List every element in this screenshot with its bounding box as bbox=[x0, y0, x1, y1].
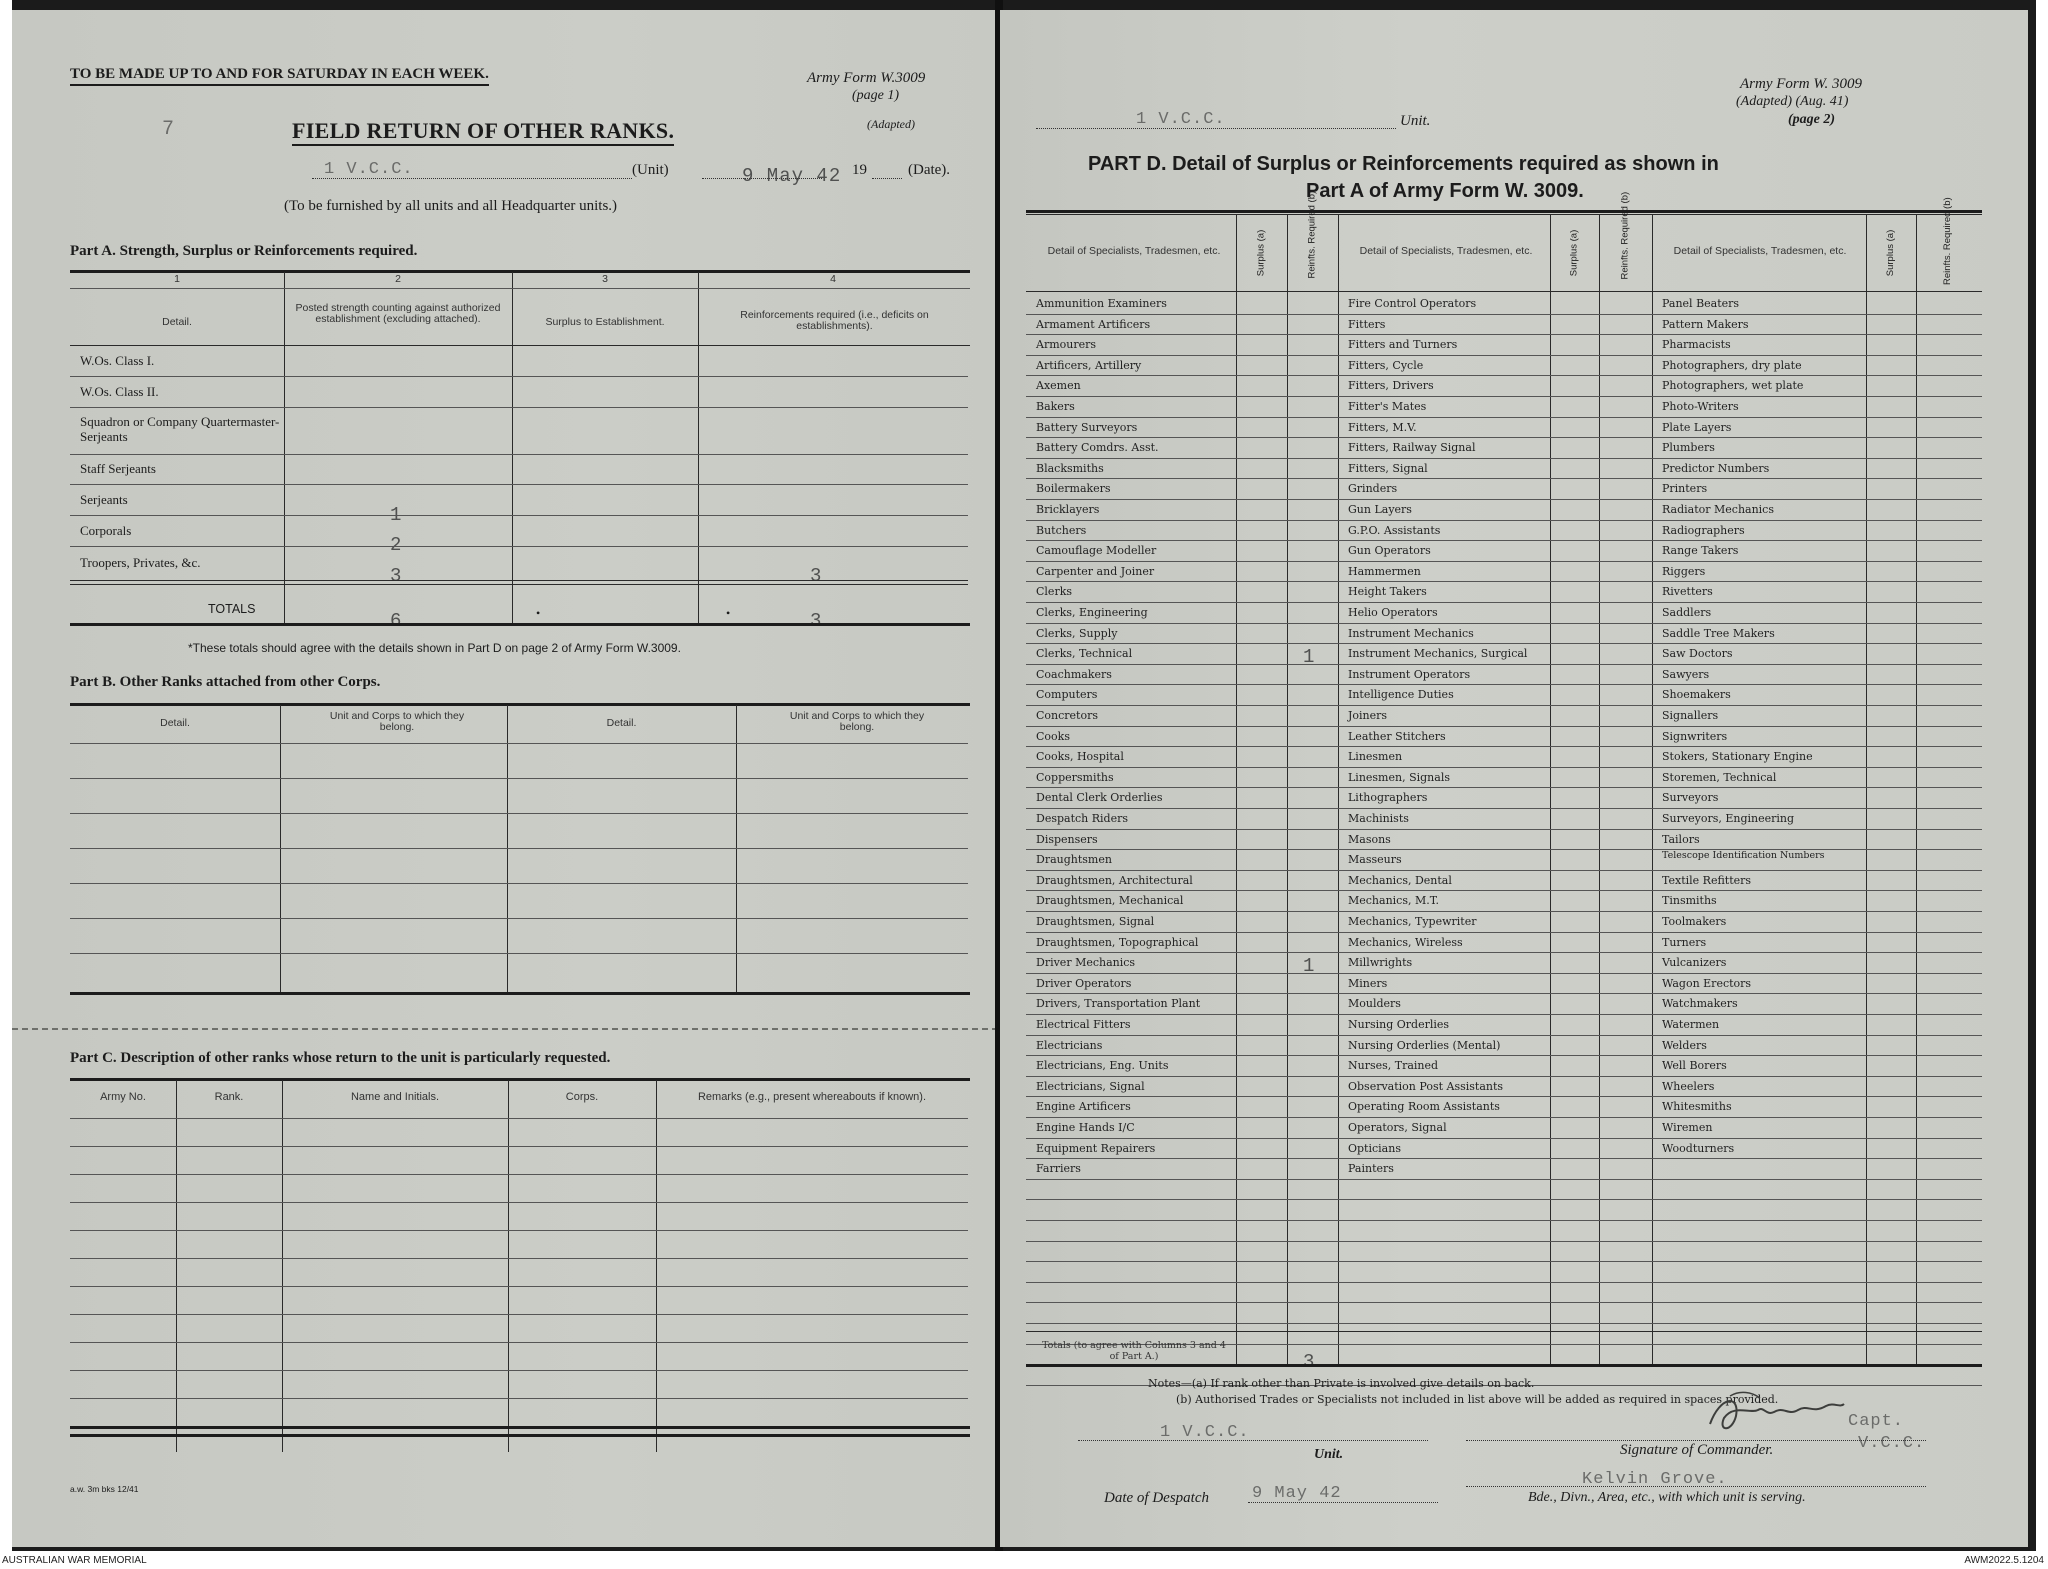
trade-item: Panel Beaters bbox=[1662, 297, 1740, 310]
date-label: (Date). bbox=[908, 162, 951, 178]
p2-col-reinf-2: Reinfts. Required (b) bbox=[1619, 191, 1631, 280]
date-value: 9 May 42 bbox=[742, 165, 842, 187]
trade-item: Mechanics, M.T. bbox=[1348, 894, 1439, 908]
trade-item: Watermen bbox=[1662, 1018, 1720, 1031]
trade-item: Operating Room Assistants bbox=[1348, 1100, 1500, 1114]
trade-item: Equipment Repairers bbox=[1036, 1141, 1156, 1155]
trade-item: Plate Layers bbox=[1662, 420, 1732, 434]
posted-corporals: 2 bbox=[390, 534, 403, 556]
part-b-col-detail-2: Detail. bbox=[606, 717, 637, 729]
part-c-col-army-no: Army No. bbox=[100, 1091, 146, 1103]
trade-item: Wheelers bbox=[1662, 1079, 1715, 1093]
posted-serjeants: 1 bbox=[390, 504, 403, 526]
trade-item: Butchers bbox=[1036, 523, 1087, 537]
trade-item: Clerks bbox=[1036, 585, 1073, 599]
trade-item: Printers bbox=[1662, 482, 1708, 496]
trade-item: Driver Mechanics bbox=[1036, 956, 1136, 970]
trade-item: Range Takers bbox=[1662, 544, 1739, 558]
serial-number: 7 bbox=[162, 118, 176, 141]
trade-item: Rivetters bbox=[1662, 585, 1713, 599]
trade-item: Dental Clerk Orderlies bbox=[1036, 791, 1163, 805]
trade-item: Photographers, dry plate bbox=[1662, 358, 1802, 372]
p2-adapted: (Adapted) (Aug. 41) bbox=[1736, 94, 1849, 109]
trade-item: Millwrights bbox=[1348, 956, 1413, 970]
trade-item: Observation Post Assistants bbox=[1348, 1079, 1504, 1093]
trade-item: Shoemakers bbox=[1662, 688, 1731, 702]
note-a: Notes—(a) If rank other than Private is involved give details on back. bbox=[1148, 1377, 1535, 1390]
trade-item: Leather Stitchers bbox=[1348, 729, 1446, 743]
trade-item: Armourers bbox=[1036, 338, 1097, 352]
trade-item: Draughtsmen, Architectural bbox=[1036, 873, 1193, 887]
row-serjeants: Serjeants bbox=[80, 492, 128, 507]
part-a-heading: Part A. Strength, Surplus or Reinforcements required. bbox=[70, 243, 418, 259]
col-num-2: 2 bbox=[395, 273, 401, 285]
col-header-detail: Detail. bbox=[162, 316, 192, 328]
trade-item: Storemen, Technical bbox=[1662, 770, 1777, 784]
p2-col-detail-2: Detail of Specialists, Tradesmen, etc. bbox=[1359, 245, 1533, 257]
despatch-label: Date of Despatch bbox=[1104, 1490, 1209, 1506]
trade-item: Axemen bbox=[1036, 379, 1081, 393]
trade-item: Linesmen, Signals bbox=[1348, 770, 1450, 784]
trade-item: Battery Comdrs. Asst. bbox=[1036, 441, 1159, 455]
trade-item: Bricklayers bbox=[1036, 503, 1100, 516]
unit-value: 1 V.C.C. bbox=[324, 160, 414, 179]
trade-item: Painters bbox=[1348, 1162, 1394, 1176]
p2-army-form: Army Form W. 3009 bbox=[1740, 76, 1862, 92]
trade-item: Woodturners bbox=[1662, 1141, 1735, 1155]
trade-item: Riggers bbox=[1662, 564, 1706, 578]
trade-item: Clerks, Supply bbox=[1036, 626, 1118, 640]
trade-item: Mechanics, Typewriter bbox=[1348, 915, 1477, 928]
trade-item: Sawyers bbox=[1662, 667, 1710, 681]
trade-item: Clerks, Technical bbox=[1036, 647, 1133, 661]
col-num-1: 1 bbox=[174, 273, 180, 285]
trade-item: Photo-Writers bbox=[1662, 400, 1739, 413]
form-page-2 bbox=[1000, 10, 2028, 1547]
p2-col-reinf-1: Reinfts. Required (b) bbox=[1306, 190, 1318, 279]
date-century: 19 bbox=[852, 162, 867, 178]
p2-page-number: (page 2) bbox=[1788, 112, 1836, 127]
trade-item: Nursing Orderlies (Mental) bbox=[1348, 1038, 1501, 1052]
trade-item: Armament Artificers bbox=[1036, 317, 1151, 331]
commander-signature bbox=[1700, 1386, 1850, 1446]
trade-item: Fitters and Turners bbox=[1348, 338, 1458, 352]
trade-item: Surveyors, Engineering bbox=[1662, 812, 1795, 825]
trade-item: G.P.O. Assistants bbox=[1348, 523, 1441, 537]
part-c-heading: Part C. Description of other ranks whose return to the unit is particularly requested. bbox=[70, 1050, 611, 1066]
trade-item: Gun Operators bbox=[1348, 544, 1431, 558]
unit-label: (Unit) bbox=[632, 162, 669, 178]
col-header-posted: Posted strength counting against authorized establishment (excluding attached). bbox=[295, 302, 501, 325]
trade-item: Cooks, Hospital bbox=[1036, 750, 1124, 764]
trade-item: Telescope Identification Numbers bbox=[1662, 850, 1825, 862]
trade-item: Masons bbox=[1348, 832, 1391, 846]
trade-item: Mechanics, Wireless bbox=[1348, 935, 1463, 949]
trade-item: Camouflage Modeller bbox=[1036, 544, 1157, 558]
trade-item: Linesmen bbox=[1348, 750, 1403, 764]
trade-item: Fitters, Drivers bbox=[1348, 379, 1434, 393]
archive-name: AUSTRALIAN WAR MEMORIAL bbox=[2, 1555, 147, 1566]
trade-item: Intelligence Duties bbox=[1348, 688, 1454, 702]
p2-totals-label: Totals (to agree with Columns 3 and 4 of Part A.) bbox=[1042, 1340, 1226, 1362]
trade-item: Fitters, Cycle bbox=[1348, 358, 1424, 372]
col-num-3: 3 bbox=[602, 273, 608, 285]
army-form-number: Army Form W.3009 bbox=[807, 70, 926, 86]
sign-unit-value: 1 V.C.C. bbox=[1160, 1423, 1250, 1442]
trade-item: Fitters, Railway Signal bbox=[1348, 441, 1476, 455]
row-troopers: Troopers, Privates, &c. bbox=[80, 555, 201, 570]
trade-item: Whitesmiths bbox=[1662, 1100, 1732, 1114]
adapted-label: (Adapted) bbox=[867, 117, 915, 131]
total-posted: 6 bbox=[390, 610, 403, 632]
part-d-title-2: Part A of Army Form W. 3009. bbox=[1306, 180, 1584, 202]
trade-item: Fire Control Operators bbox=[1348, 297, 1477, 310]
trade-item: Welders bbox=[1662, 1038, 1707, 1052]
trade-item: Saw Doctors bbox=[1662, 647, 1733, 661]
trade-item: Despatch Riders bbox=[1036, 812, 1128, 825]
p2-unit-value: 1 V.C.C. bbox=[1136, 110, 1226, 129]
col-header-reinforcements: Reinforcements required (i.e., deficits on establishments). bbox=[740, 309, 929, 332]
total-reinf-mark: • bbox=[726, 606, 731, 620]
trade-item: Electricians, Signal bbox=[1036, 1079, 1145, 1093]
part-b-col-unit-2: Unit and Corps to which they belong. bbox=[789, 710, 925, 733]
form-title: FIELD RETURN OF OTHER RANKS. bbox=[292, 118, 674, 146]
total-surplus-mark: • bbox=[536, 606, 541, 620]
trade-item: Operators, Signal bbox=[1348, 1121, 1447, 1134]
trade-item: Height Takers bbox=[1348, 585, 1427, 599]
trade-item: Signallers bbox=[1662, 709, 1719, 722]
signature-label: Signature of Commander. bbox=[1620, 1442, 1774, 1458]
col-num-4: 4 bbox=[830, 273, 836, 285]
trade-item: Ammunition Examiners bbox=[1036, 297, 1167, 310]
trade-item: Draughtsmen, Signal bbox=[1036, 915, 1155, 928]
p2-col-reinf-3: Reinfts. Required (b) bbox=[1942, 197, 1953, 285]
trade-item: Carpenter and Joiner bbox=[1036, 564, 1155, 578]
part-b-col-unit-1: Unit and Corps to which they belong. bbox=[329, 710, 465, 733]
trade-item: Signwriters bbox=[1662, 729, 1728, 743]
p2-totals-reinf: 3 bbox=[1303, 1351, 1316, 1373]
trade-item: Electricians, Eng. Units bbox=[1036, 1059, 1169, 1073]
totals-label: TOTALS bbox=[208, 602, 256, 616]
part-c-col-remarks: Remarks (e.g., present whereabouts if known). bbox=[697, 1091, 927, 1103]
trade-item: Engine Hands I/C bbox=[1036, 1121, 1135, 1134]
trade-item: Wagon Erectors bbox=[1662, 976, 1752, 990]
sign-unit-label: Unit. bbox=[1314, 1447, 1344, 1462]
trade-item: Plumbers bbox=[1662, 441, 1715, 455]
row-corporals: Corporals bbox=[80, 523, 132, 538]
reinf-troopers: 3 bbox=[810, 565, 823, 587]
signature-extra: V.C.C. bbox=[1858, 1434, 1926, 1453]
trade-item: Textile Refitters bbox=[1662, 873, 1752, 887]
weekly-instruction: TO BE MADE UP TO AND FOR SATURDAY IN EACH WEEK. bbox=[70, 66, 489, 86]
trade-item: Boilermakers bbox=[1036, 482, 1111, 496]
part-b-col-detail-1: Detail. bbox=[160, 717, 190, 729]
trade-item: Nurses, Trained bbox=[1348, 1059, 1439, 1073]
trade-item: Opticians bbox=[1348, 1141, 1401, 1155]
trade-item: Radiator Mechanics bbox=[1662, 503, 1774, 516]
part-c-col-rank: Rank. bbox=[214, 1091, 244, 1103]
part-c-col-name: Name and Initials. bbox=[350, 1091, 440, 1103]
entry-clerks-technical-reinf: 1 bbox=[1303, 646, 1316, 668]
trade-item: Radiographers bbox=[1662, 523, 1745, 537]
part-c-col-corps: Corps. bbox=[565, 1091, 599, 1103]
trade-item: Wiremen bbox=[1662, 1121, 1713, 1134]
trade-item: Photographers, wet plate bbox=[1662, 379, 1804, 393]
trade-item: Masseurs bbox=[1348, 853, 1402, 867]
p2-unit-label: Unit. bbox=[1400, 113, 1431, 129]
trade-item: Saddle Tree Makers bbox=[1662, 626, 1775, 640]
archive-footer bbox=[0, 1551, 2048, 1569]
p2-col-detail-3: Detail of Specialists, Tradesmen, etc. bbox=[1673, 245, 1847, 257]
trade-item: Helio Operators bbox=[1348, 606, 1438, 619]
trade-item: Lithographers bbox=[1348, 791, 1428, 805]
trade-item: Battery Surveyors bbox=[1036, 420, 1138, 434]
row-staff-serjeants: Staff Serjeants bbox=[80, 461, 156, 476]
trade-item: Fitters, Signal bbox=[1348, 461, 1428, 475]
trade-item: Coachmakers bbox=[1036, 667, 1112, 681]
trade-item: Bakers bbox=[1036, 400, 1075, 413]
trade-item: Drivers, Transportation Plant bbox=[1036, 997, 1201, 1011]
trade-item: Nursing Orderlies bbox=[1348, 1018, 1450, 1031]
posted-troopers: 3 bbox=[390, 565, 403, 587]
trade-item: Computers bbox=[1036, 688, 1098, 702]
trade-item: Draughtsmen bbox=[1036, 853, 1112, 867]
trade-item: Electricians bbox=[1036, 1038, 1103, 1052]
trade-item: Fitter's Mates bbox=[1348, 400, 1427, 413]
trade-item: Pharmacists bbox=[1662, 338, 1731, 352]
entry-driver-mechanics-reinf: 1 bbox=[1303, 955, 1316, 977]
bde-value: Kelvin Grove. bbox=[1582, 1470, 1728, 1489]
trade-item: Instrument Operators bbox=[1348, 667, 1471, 681]
trade-item: Driver Operators bbox=[1036, 976, 1132, 990]
trade-item: Draughtsmen, Topographical bbox=[1036, 935, 1199, 949]
trade-item: Farriers bbox=[1036, 1162, 1081, 1176]
p2-col-surplus-3: Surplus (a) bbox=[1885, 229, 1896, 277]
row-wo-class-2: W.Os. Class II. bbox=[80, 384, 159, 399]
form-page-1 bbox=[12, 10, 998, 1547]
trade-item: Machinists bbox=[1348, 812, 1409, 825]
trade-item: Watchmakers bbox=[1662, 997, 1738, 1011]
p2-col-surplus-2: Surplus (a) bbox=[1568, 229, 1580, 277]
row-wo-class-1: W.Os. Class I. bbox=[80, 353, 155, 368]
trade-item: Electrical Fitters bbox=[1036, 1018, 1131, 1031]
trade-item: Miners bbox=[1348, 976, 1388, 990]
trade-item: Tailors bbox=[1662, 832, 1700, 846]
trade-item: Dispensers bbox=[1036, 832, 1098, 846]
trade-item: Clerks, Engineering bbox=[1036, 606, 1148, 619]
trade-item: Grinders bbox=[1348, 482, 1398, 496]
trade-item: Artificers, Artillery bbox=[1036, 358, 1142, 372]
part-d-title-1: PART D. Detail of Surplus or Reinforcements required as shown in bbox=[1088, 153, 1719, 175]
trade-item: Instrument Mechanics, Surgical bbox=[1348, 647, 1528, 661]
p2-col-detail-1: Detail of Specialists, Tradesmen, etc. bbox=[1047, 245, 1221, 257]
trade-item: Cooks bbox=[1036, 729, 1070, 743]
trade-item: Fitters bbox=[1348, 317, 1386, 331]
trade-item: Toolmakers bbox=[1662, 915, 1727, 928]
trade-item: Joiners bbox=[1348, 709, 1388, 722]
row-cqms: Squadron or Company Quartermaster-Serjeants bbox=[80, 414, 280, 444]
trade-item: Surveyors bbox=[1662, 791, 1719, 805]
col-header-surplus: Surplus to Establishment. bbox=[545, 316, 665, 328]
despatch-value: 9 May 42 bbox=[1252, 1484, 1342, 1503]
trade-item: Concretors bbox=[1036, 709, 1098, 722]
part-a-footnote: *These totals should agree with the details shown in Part D on page 2 of Army Form W.3009. bbox=[188, 641, 681, 655]
trade-item: Blacksmiths bbox=[1036, 461, 1104, 475]
trade-item: Vulcanizers bbox=[1662, 956, 1727, 970]
trade-item: Mechanics, Dental bbox=[1348, 873, 1452, 887]
trade-item: Tinsmiths bbox=[1662, 894, 1717, 908]
trade-item: Turners bbox=[1662, 935, 1707, 949]
printer-mark: a.w. 3m bks 12/41 bbox=[70, 1484, 139, 1494]
part-b-heading: Part B. Other Ranks attached from other Corps. bbox=[70, 674, 381, 690]
trade-item: Stokers, Stationary Engine bbox=[1662, 750, 1813, 764]
trade-item: Fitters, M.V. bbox=[1348, 420, 1417, 434]
total-reinf: 3 bbox=[810, 610, 823, 632]
trade-item: Engine Artificers bbox=[1036, 1100, 1131, 1114]
page-number: (page 1) bbox=[852, 88, 900, 103]
p2-col-surplus-1: Surplus (a) bbox=[1255, 229, 1267, 277]
archive-accession: AWM2022.5.1204 bbox=[1964, 1555, 2044, 1566]
trade-item: Saddlers bbox=[1662, 606, 1712, 619]
trade-item: Coppersmiths bbox=[1036, 770, 1114, 784]
trade-item: Well Borers bbox=[1662, 1059, 1727, 1073]
trade-item: Moulders bbox=[1348, 997, 1401, 1011]
signature-rank: Capt. bbox=[1848, 1412, 1905, 1431]
trade-item: Predictor Numbers bbox=[1662, 461, 1770, 475]
furnish-note: (To be furnished by all units and all Headquarter units.) bbox=[284, 198, 618, 214]
trade-item: Hammermen bbox=[1348, 564, 1421, 578]
trade-item: Pattern Makers bbox=[1662, 317, 1749, 331]
trade-item: Draughtsmen, Mechanical bbox=[1036, 894, 1184, 908]
trade-item: Gun Layers bbox=[1348, 503, 1412, 516]
trade-item: Instrument Mechanics bbox=[1348, 626, 1474, 640]
note-b: (b) Authorised Trades or Specialists not included in list above will be added as required in spaces provided. bbox=[1176, 1393, 1779, 1406]
bde-label: Bde., Divn., Area, etc., with which unit is serving. bbox=[1528, 1490, 1806, 1505]
